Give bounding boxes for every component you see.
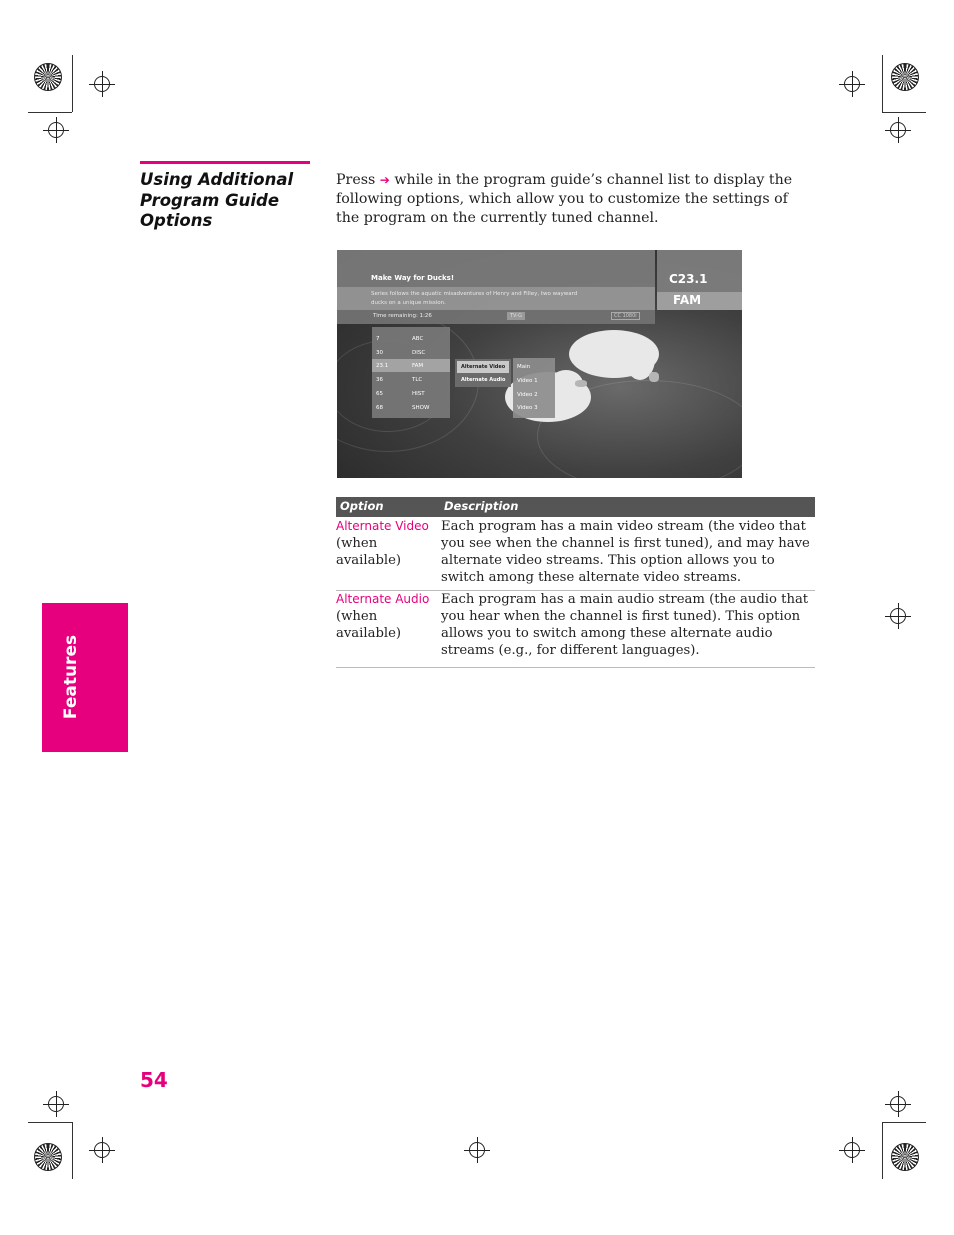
section-side-tab	[42, 603, 128, 752]
time-remaining: Time remaining: 1:26	[373, 313, 432, 319]
registration-crosshair-icon	[844, 76, 860, 92]
registration-star-icon	[891, 1143, 919, 1171]
channel-row-number: 36	[376, 377, 383, 383]
registration-crosshair-icon	[94, 76, 110, 92]
registration-crosshair-icon	[890, 122, 906, 138]
stream-item[interactable]: Main	[517, 364, 531, 370]
format-badge: CC 1080i	[611, 312, 640, 320]
registration-crosshair-icon	[94, 1142, 110, 1158]
registration-crosshair-icon	[48, 122, 64, 138]
section-heading	[140, 170, 310, 232]
table-header-description: Description	[444, 499, 519, 513]
channel-row-number: 30	[376, 350, 383, 356]
options-menu	[455, 359, 511, 387]
channel-row[interactable]	[372, 346, 450, 359]
option-label: Alternate Audio	[461, 377, 506, 383]
table-header	[336, 497, 815, 517]
rating-badge: TV-G	[507, 312, 525, 320]
channel-row-call: ABC	[412, 336, 424, 342]
registration-crosshair-icon	[48, 1096, 64, 1112]
registration-crosshair-icon	[469, 1142, 485, 1158]
channel-row[interactable]	[372, 373, 450, 386]
channel-list	[372, 327, 450, 418]
channel-display	[657, 250, 742, 310]
stream-item[interactable]: Video 2	[517, 392, 538, 398]
intro-paragraph	[336, 171, 806, 228]
option-cell	[336, 518, 434, 569]
channel-name: FAM	[673, 293, 702, 307]
option-label: Alternate Video	[461, 364, 506, 370]
channel-row[interactable]	[372, 387, 450, 400]
page-number: 54	[140, 1068, 168, 1092]
stream-item[interactable]: Video 1	[517, 378, 538, 384]
registration-crosshair-icon	[890, 1096, 906, 1112]
program-title: Make Way for Ducks!	[371, 274, 455, 282]
heading-line: Program Guide	[140, 190, 280, 210]
intro-text-start: Press	[336, 172, 380, 188]
channel-row-number: 23.1	[376, 363, 389, 369]
video-stream-submenu	[513, 358, 555, 418]
option-name: Alternate Audio	[336, 592, 430, 606]
program-description: Series follows the aquatic misadventures of Henry and Filley, two wayward ducks on a unique mission.	[371, 291, 578, 306]
heading-rule	[140, 161, 310, 164]
heading-line: Using Additional	[140, 170, 294, 189]
option-note: (when available)	[336, 609, 402, 641]
option-name: Alternate Video	[336, 519, 429, 533]
registration-star-icon	[891, 63, 919, 91]
registration-crosshair-icon	[844, 1142, 860, 1158]
channel-row-number: 65	[376, 391, 383, 397]
option-note: (when available)	[336, 536, 402, 568]
heading-line: Options	[140, 211, 213, 230]
registration-star-icon	[34, 63, 62, 91]
registration-crosshair-icon	[890, 608, 906, 624]
table-header-option: Option	[340, 499, 384, 513]
program-info-bar	[337, 250, 655, 324]
stream-item[interactable]: Video 3	[517, 405, 538, 411]
channel-row-number: 7	[376, 336, 380, 342]
channel-row-selected[interactable]	[372, 359, 450, 372]
intro-text-end: while in the program guide’s channel list to display the following options, which allow you to customize the settings of the program on the currently tuned channel.	[336, 172, 793, 226]
option-alternate-audio[interactable]	[457, 374, 509, 386]
program-guide-screenshot	[337, 250, 742, 478]
channel-row-call: DISC	[412, 350, 426, 356]
channel-row-call: TLC	[412, 377, 423, 383]
channel-row-call: FAM	[412, 363, 424, 369]
option-description: Each program has a main audio stream (the audio that you hear when the channel is first tuned). This option allows you to switch among these alternate audio streams (e.g., for different languages).	[441, 592, 809, 658]
side-tab-label: Features	[61, 634, 81, 720]
option-description: Each program has a main video stream (the video that you see when the channel is first tuned), and may have alternate video streams. This option allows you to switch among these alternate video streams.	[441, 519, 810, 585]
table-divider	[336, 667, 815, 668]
channel-number: C23.1	[669, 272, 708, 286]
right-arrow-icon: ➔	[379, 173, 390, 187]
channel-row-call: HIST	[412, 391, 425, 397]
channel-row[interactable]	[372, 332, 450, 345]
channel-row-number: 68	[376, 405, 383, 411]
channel-row[interactable]	[372, 401, 450, 414]
registration-star-icon	[34, 1143, 62, 1171]
option-alternate-video[interactable]	[457, 361, 509, 373]
channel-row-call: SHOW	[412, 405, 430, 411]
option-cell	[336, 591, 434, 642]
